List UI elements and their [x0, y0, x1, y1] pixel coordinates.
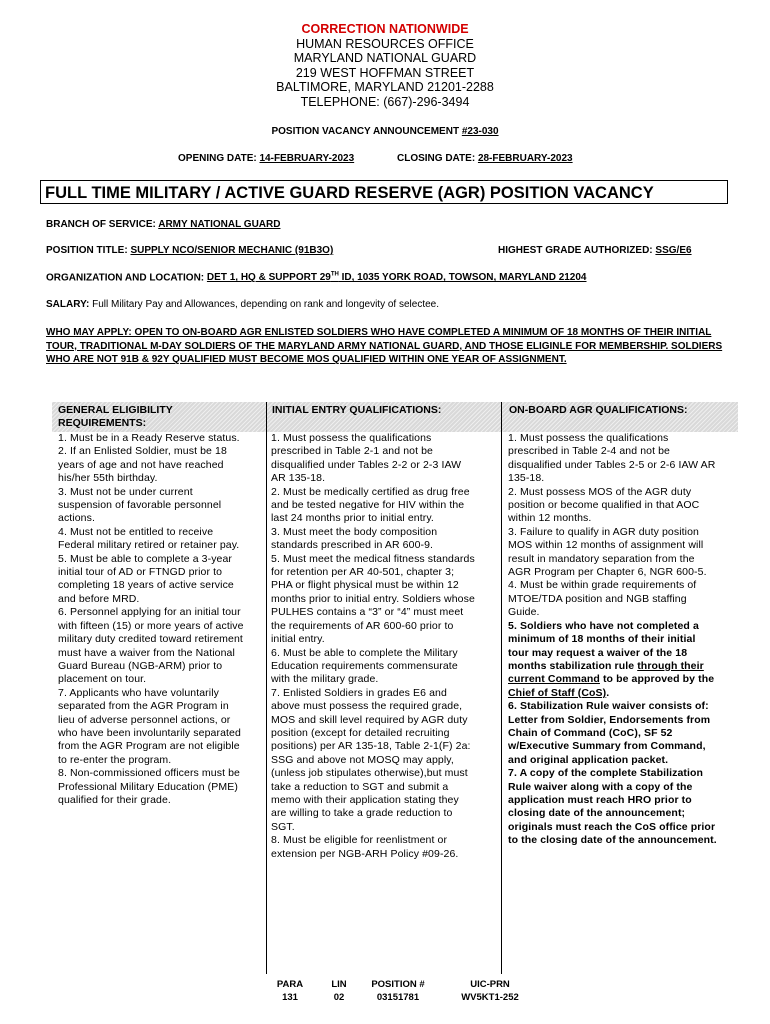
column-divider — [501, 402, 502, 974]
list-item: 2. Must possess MOS of the AGR duty position or become qualified in that AOC within 12 months. — [508, 485, 700, 525]
announcement-number: #23-030 — [461, 126, 499, 137]
list-item: 2. If an Enlisted Soldier, must be 18 years of age and not have reached his/her 55th birthday. — [58, 445, 227, 485]
position-title: POSITION TITLE: SUPPLY NCO/SENIOR MECHANIC (91B3O) — [46, 245, 334, 256]
list-item: 3. Must meet the body composition standards prescribed in AR 600-9. — [271, 525, 438, 552]
header-general-eligibility: GENERAL ELIGIBILITY REQUIREMENTS: — [58, 404, 173, 429]
list-item: 6. Personnel applying for an initial tour with fifteen (15) or more years of active military duty credited toward retirement must have a waiver from the National Guard Bureau (NGB-ARM) prior to placement on tour. — [58, 606, 244, 686]
list-item: 5. Must meet the medical fitness standards for retention per AR 40-501, chapter 3; PHA or flight physical must be within 12 months prior to initial entry. Soldiers whose PULHES contains a “3” or “4” must meet the requirements of AR 600-60 prior to initial entry. — [271, 552, 475, 646]
closing-date: CLOSING DATE: 28-FEBRUARY-2023 — [397, 153, 573, 164]
list-item: 4. Must not be entitled to receive Federal military retired or retainer pay. — [58, 525, 240, 552]
list-item: 7. Applicants who have voluntarily separated from the AGR Program in lieu of adverse personnel actions, or who have been involuntarily separated from the AGR Program are not eligible to re-enter the program. — [58, 686, 241, 766]
list-item: 8. Must be eligible for reenlistment or extension per NGB-ARH Policy #09-26. — [271, 834, 459, 860]
list-item: 3. Failure to qualify in AGR duty position MOS within 12 months of assignment will result in mandatory separation from the AGR Program per Chapter 6, NGR 600-5. — [508, 525, 707, 579]
opening-date: OPENING DATE: 14-FEBRUARY-2023 — [178, 153, 355, 164]
list-item: 1. Must possess the qualifications prescribed in Table 2-4 and not be disqualified under Tables 2-5 or 2-6 IAW AR 135-18. — [508, 432, 716, 485]
telephone: TELEPHONE: (667)-296-3494 — [300, 94, 470, 109]
office-name: HUMAN RESOURCES OFFICE — [296, 36, 474, 51]
list-item: 6. Must be able to complete the Military Education requirements commensurate with the military grade. — [271, 646, 458, 686]
correction-notice: CORRECTION NATIONWIDE — [301, 22, 469, 36]
list-item: 2. Must be medically certified as drug free and be tested negative for HIV within the last 24 months prior to initial entry. — [271, 485, 470, 525]
salary: SALARY: Full Military Pay and Allowances, depending on rank and longevity of selectee. — [46, 299, 439, 310]
initial-entry-column — [271, 432, 475, 861]
footer-position-number: POSITION # 03151781 — [371, 979, 425, 1003]
city-address: BALTIMORE, MARYLAND 21201-2288 — [276, 80, 494, 94]
agency-name: MARYLAND NATIONAL GUARD — [293, 51, 477, 65]
list-item: 7. Enlisted Soldiers in grades E6 and above must possess the required grade, MOS and skill level required by AGR duty position (except for detailed recruiting positions) per AR 135-18, Table 2-1(F) 2a: SSG and above not MOSQ may apply, (unless job stipulates otherwise),but must take a reduction to SGT and submit a memo with their application stating they are willing to take a grade reduction to SGT. — [271, 686, 471, 833]
list-item: 6. Stabilization Rule waiver consists of: Letter from Soldier, Endorsements from Chain of Command (CoC), SF 52 w/Executive Summary from Command, and original application packet. — [508, 700, 711, 766]
highest-grade: HIGHEST GRADE AUTHORIZED: SSG/E6 — [498, 245, 692, 256]
list-item: 5. Must be able to complete a 3-year initial tour of AD or FTNGD prior to completing 18 years of active service and before MRD. — [58, 552, 234, 605]
list-item: 1. Must possess the qualifications prescribed in Table 2-1 and not be disqualified under Tables 2-2 or 2-3 IAW AR 135-18. — [271, 432, 462, 485]
list-item: 1. Must be in a Ready Reserve status. — [58, 432, 240, 444]
header-initial-entry: INITIAL ENTRY QUALIFICATIONS: — [272, 404, 442, 416]
onboard-agr-column — [508, 432, 718, 848]
organization-location: ORGANIZATION AND LOCATION: DET 1, HQ & SUPPORT 29TH ID, 1035 YORK ROAD, TOWSON, MARYLAND 21204 — [46, 272, 587, 284]
vacancy-title: FULL TIME MILITARY / ACTIVE GUARD RESERVE (AGR) POSITION VACANCY — [40, 180, 728, 204]
header-onboard-agr: ON-BOARD AGR QUALIFICATIONS: — [509, 404, 688, 416]
qualifications-table — [52, 402, 738, 974]
list-item: 8. Non-commissioned officers must be Professional Military Education (PME) qualified for their grade. — [58, 767, 240, 806]
list-item: 5. Soldiers who have not completed a minimum of 18 months of their initial tour may request a waiver of the 18 months stabilization rule through their current Command to be approved by the Chief of Staff (CoS). — [508, 619, 715, 699]
footer-para: PARA 131 — [276, 979, 304, 1003]
list-item: 3. Must not be under current suspension of favorable personnel actions. — [58, 485, 222, 525]
who-may-apply: WHO MAY APPLY: OPEN TO ON-BOARD AGR ENLISTED SOLDIERS WHO HAVE COMPLETED A MINIMUM OF 18 MONTHS OF THEIR INITIAL TOUR, TRADITIONAL M-DAY SOLDIERS OF THE MARYLAND ARMY NATIONAL GUARD, AND THOSE ELIGINLE FOR MEMBERSHIP. SOLDIERS WHO ARE NOT 91B & 92Y QUALIFIED MUST BECOME MOS QUALIFIED WITHIN ONE YEAR OF ASSIGNMENT. — [46, 327, 723, 365]
general-eligibility-column — [58, 432, 246, 807]
street-address: 219 WEST HOFFMAN STREET — [295, 65, 475, 80]
list-item: 7. A copy of the complete Stabilization Rule waiver along with a copy of the application must reach HRO prior to closing date of the announcement; originals must reach the CoS office prior to the closing date of the announcement. — [508, 767, 717, 847]
header-block — [0, 22, 770, 109]
footer-lin: LIN 02 — [331, 979, 347, 1003]
list-item: 4. Must be within grade requirements of MTOE/TDA position and NGB staffing Guide. — [508, 579, 697, 619]
announcement-label: POSITION VACANCY ANNOUNCEMENT — [271, 126, 462, 137]
announcement-line — [0, 126, 770, 137]
footer-uic-prn: UIC-PRN WV5KT1-252 — [461, 979, 519, 1003]
branch-of-service: BRANCH OF SERVICE: ARMY NATIONAL GUARD — [46, 219, 281, 230]
column-divider — [266, 402, 267, 974]
